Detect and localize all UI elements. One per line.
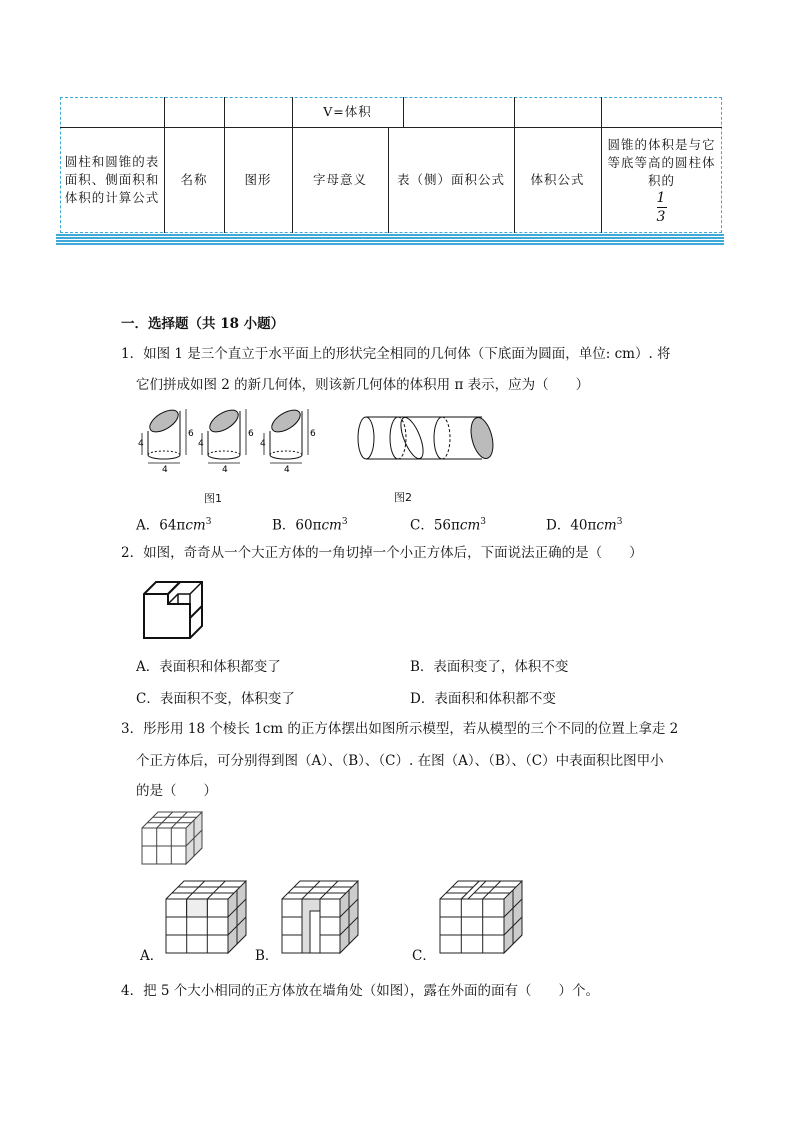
col-divider bbox=[403, 97, 404, 127]
q1-stem-line1: 1．如图 1 是三个直立于水平面上的形状完全相同的几何体（下底面为圆面，单位: cm）. 将 bbox=[121, 346, 671, 362]
option-unit: cm bbox=[596, 517, 617, 534]
q1-dim-base-1: 4 bbox=[162, 465, 168, 473]
option-label: D．40π bbox=[546, 517, 597, 534]
option-label: C．56π bbox=[410, 517, 460, 534]
q2-option-c[interactable]: C．表面积不变，体积变了 bbox=[136, 691, 295, 707]
option-unit: cm bbox=[459, 517, 481, 534]
q1-option-a[interactable] bbox=[136, 512, 211, 536]
q1-figure2 bbox=[352, 413, 497, 463]
option-exponent: 3 bbox=[616, 517, 623, 527]
option-label: A．64π bbox=[136, 517, 186, 534]
q3-option-c[interactable]: C． bbox=[412, 948, 436, 964]
option-label: B．60π bbox=[272, 517, 322, 534]
option-exponent: 3 bbox=[341, 517, 348, 527]
q3-stem-line3: 的是（ ） bbox=[136, 783, 217, 799]
q2-option-a[interactable]: A．表面积和体积都变了 bbox=[136, 659, 281, 675]
q1-dim-short-3: 4 bbox=[260, 439, 266, 449]
q1-option-d[interactable] bbox=[546, 512, 622, 536]
q1-option-b[interactable] bbox=[272, 512, 348, 536]
letter-meaning-column-header: 字母意义 bbox=[312, 172, 367, 187]
q4-stem: 4．把 5 个大小相同的正方体放在墙角处（如图），露在外面的面有（ ）个。 bbox=[121, 983, 600, 999]
one-third-fraction bbox=[657, 190, 667, 225]
fraction-bar bbox=[657, 207, 667, 208]
q1-figure1 bbox=[136, 403, 326, 473]
q1-dim-base-3: 4 bbox=[284, 465, 290, 473]
formula-table bbox=[60, 97, 722, 233]
col-divider bbox=[601, 127, 602, 233]
q2-stem: 2．如图，奇奇从一个大正方体的一角切掉一个小正方体后，下面说法正确的是（ ） bbox=[121, 545, 643, 561]
q3-option-b[interactable]: B． bbox=[255, 948, 279, 964]
decorative-stripes bbox=[56, 234, 724, 246]
q3-option-a[interactable]: A． bbox=[140, 948, 164, 964]
col-divider bbox=[514, 97, 515, 127]
option-unit: cm bbox=[321, 517, 342, 534]
q1-dim-short-1: 4 bbox=[138, 439, 144, 449]
q3-model-figure bbox=[140, 810, 204, 866]
table-row-heading: 圆柱和圆锥的表面积、侧面积和体积的计算公式 bbox=[64, 154, 160, 205]
q3-figure-c bbox=[436, 879, 526, 957]
q2-option-d[interactable]: D．表面积和体积都不变 bbox=[410, 691, 556, 707]
q3-figure-b bbox=[278, 879, 362, 957]
cone-volume-note-text: 圆锥的体积是与它等底等高的圆柱体积的 bbox=[607, 136, 716, 188]
area-formula-column-header: 表（侧）面积公式 bbox=[396, 172, 505, 187]
name-column-header: 名称 bbox=[180, 172, 208, 187]
q1-dim-base-2: 4 bbox=[222, 465, 228, 473]
slanted-cylinder bbox=[142, 406, 186, 463]
q1-dim-tall-1: 6 bbox=[188, 429, 194, 439]
volume-symbol-cell: V=体积 bbox=[323, 104, 372, 119]
q1-option-c[interactable] bbox=[410, 512, 486, 536]
option-exponent: 3 bbox=[480, 517, 486, 527]
fraction-denominator: 3 bbox=[656, 208, 667, 225]
col-divider bbox=[601, 97, 602, 127]
figure-column-header: 图形 bbox=[244, 172, 272, 187]
q1-dim-tall-2: 6 bbox=[248, 429, 254, 439]
q2-cube-figure bbox=[142, 580, 206, 640]
q2-option-b[interactable]: B．表面积变了，体积不变 bbox=[410, 659, 569, 675]
volume-formula-column-header: 体积公式 bbox=[530, 172, 585, 187]
section-title: 一．选择题（共 18 小题） bbox=[121, 316, 285, 332]
col-divider bbox=[164, 97, 165, 127]
q3-stem-line2: 个正方体后，可分别得到图（A）、（B）、（C）. 在图（A）、（B）、（C）中表面积比图甲小 bbox=[136, 753, 664, 769]
q1-figure1-caption: 图1 bbox=[204, 492, 222, 505]
cone-volume-note bbox=[605, 127, 718, 233]
option-unit: cm bbox=[185, 517, 206, 534]
q1-dim-short-2: 4 bbox=[198, 439, 204, 449]
fraction-numerator: 1 bbox=[656, 189, 667, 206]
q3-figure-a bbox=[162, 879, 250, 957]
option-exponent: 3 bbox=[205, 517, 212, 527]
q1-stem-line2: 它们拼成如图 2 的新几何体，则该新几何体的体积用 π 表示，应为（ ） bbox=[136, 377, 590, 393]
q1-dim-tall-3: 6 bbox=[310, 429, 316, 439]
col-divider bbox=[224, 97, 225, 127]
q1-figure2-caption: 图2 bbox=[394, 491, 412, 504]
q3-stem-line1: 3．彤彤用 18 个棱长 1cm 的正方体摆出如图所示模型，若从模型的三个不同的位置上拿走 2 bbox=[121, 721, 679, 737]
